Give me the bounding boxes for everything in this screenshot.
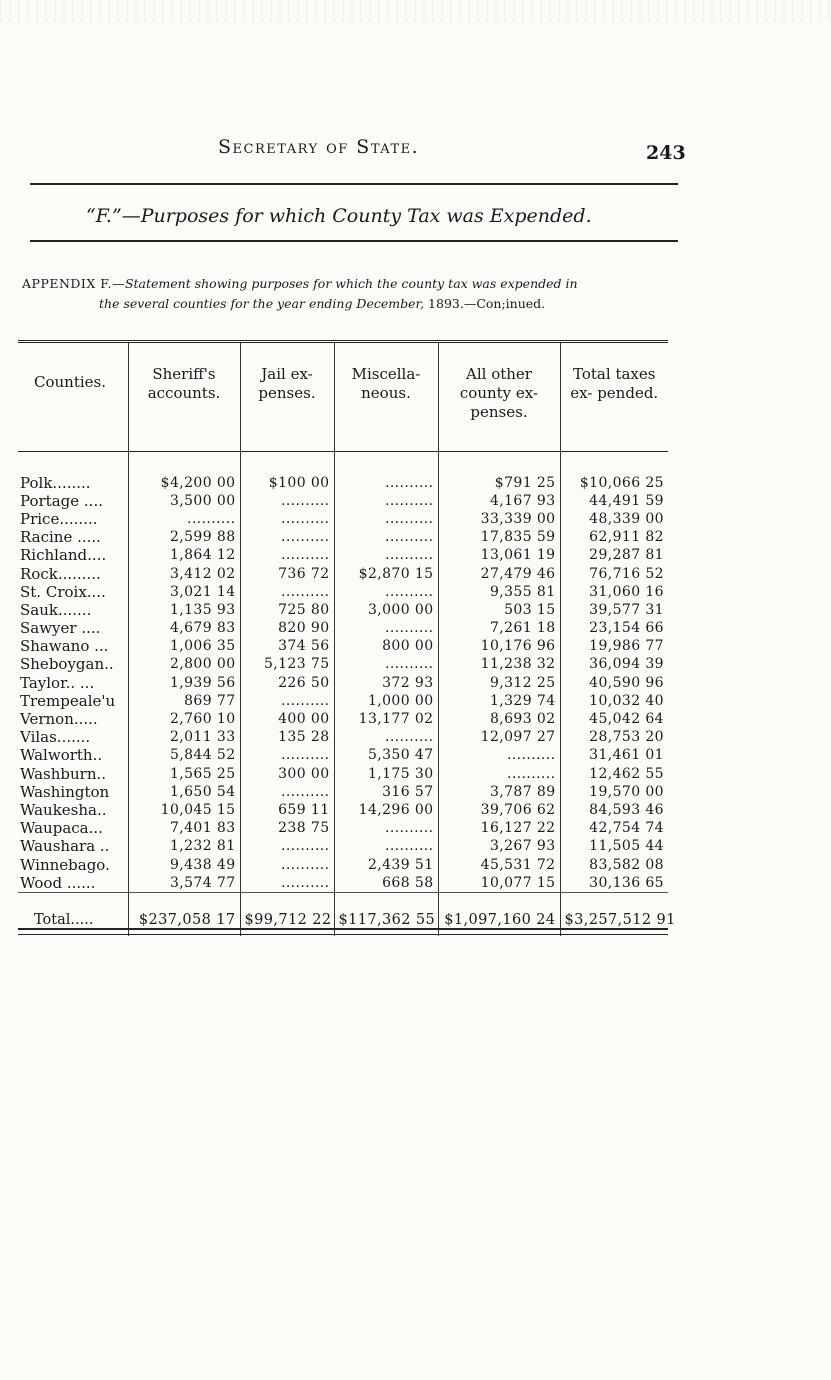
cell-miscellaneous: .......... xyxy=(334,656,438,674)
table-row xyxy=(18,565,668,583)
cell-all-other-expenses: 1,329 74 xyxy=(438,692,560,710)
total-all-other-expenses: $1,097,160 24 xyxy=(438,893,560,936)
cell-all-other-expenses: 33,339 00 xyxy=(438,510,560,528)
cell-county: Waukesha.. xyxy=(20,800,107,819)
header-total-expended: Total taxes ex- pended. xyxy=(560,342,668,452)
cell-sheriffs-accounts: 3,500 00 xyxy=(128,492,240,510)
cell-miscellaneous: .......... xyxy=(334,820,438,838)
cell-total-expended: 42,754 74 xyxy=(560,820,668,838)
table-row xyxy=(18,856,668,874)
cell-total-expended: 83,582 08 xyxy=(560,856,668,874)
table-row xyxy=(18,729,668,747)
cell-total-expended: 62,911 82 xyxy=(560,529,668,547)
cell-jail-expenses: 400 00 xyxy=(240,710,334,728)
cell-all-other-expenses: 9,355 81 xyxy=(438,583,560,601)
cell-all-other-expenses: 13,061 19 xyxy=(438,547,560,565)
cell-county: Vernon..... xyxy=(20,710,98,729)
cell-county: Portage .... xyxy=(20,491,103,510)
cell-county: Racine ..... xyxy=(20,528,101,547)
cell-jail-expenses: .......... xyxy=(240,747,334,765)
cell-miscellaneous: 668 58 xyxy=(334,874,438,893)
cell-all-other-expenses: 3,267 93 xyxy=(438,838,560,856)
cell-total-expended: 36,094 39 xyxy=(560,656,668,674)
cell-sheriffs-accounts: 3,574 77 xyxy=(128,874,240,893)
cell-total-expended: 12,462 55 xyxy=(560,765,668,783)
cell-all-other-expenses: 10,077 15 xyxy=(438,874,560,893)
cell-miscellaneous: .......... xyxy=(334,838,438,856)
cell-miscellaneous: .......... xyxy=(334,583,438,601)
cell-miscellaneous: 1,175 30 xyxy=(334,765,438,783)
cell-jail-expenses: .......... xyxy=(240,783,334,801)
table-row xyxy=(18,783,668,801)
cell-miscellaneous: .......... xyxy=(334,547,438,565)
cell-all-other-expenses: .......... xyxy=(438,747,560,765)
cell-total-expended: $10,066 25 xyxy=(560,452,668,493)
table-row xyxy=(18,656,668,674)
cell-sheriffs-accounts: 869 77 xyxy=(128,692,240,710)
cell-all-other-expenses: 27,479 46 xyxy=(438,565,560,583)
cell-sheriffs-accounts: 1,864 12 xyxy=(128,547,240,565)
cell-jail-expenses: 238 75 xyxy=(240,820,334,838)
cell-miscellaneous: 5,350 47 xyxy=(334,747,438,765)
cell-all-other-expenses: 12,097 27 xyxy=(438,729,560,747)
cell-jail-expenses: .......... xyxy=(240,529,334,547)
table-body xyxy=(18,452,676,936)
cell-jail-expenses: 135 28 xyxy=(240,729,334,747)
cell-all-other-expenses: 39,706 62 xyxy=(438,801,560,819)
cell-jail-expenses: .......... xyxy=(240,838,334,856)
top-rule xyxy=(30,183,678,185)
cell-total-expended: 84,593 46 xyxy=(560,801,668,819)
cell-all-other-expenses: 16,127 22 xyxy=(438,820,560,838)
cell-total-expended: 11,505 44 xyxy=(560,838,668,856)
cell-sheriffs-accounts: 3,412 02 xyxy=(128,565,240,583)
page-speckle xyxy=(0,0,831,22)
cell-all-other-expenses: 503 15 xyxy=(438,601,560,619)
table-row xyxy=(18,529,668,547)
cell-sheriffs-accounts: .......... xyxy=(128,510,240,528)
cell-jail-expenses: .......... xyxy=(240,492,334,510)
table-row xyxy=(18,801,668,819)
cell-sheriffs-accounts: 2,800 00 xyxy=(128,656,240,674)
cell-sheriffs-accounts: 1,565 25 xyxy=(128,765,240,783)
cell-total-expended: 44,491 59 xyxy=(560,492,668,510)
cell-sheriffs-accounts: 1,006 35 xyxy=(128,638,240,656)
header-all-other-expenses: All other county ex- penses. xyxy=(438,342,560,452)
cell-all-other-expenses: 8,693 02 xyxy=(438,710,560,728)
caption-continued: .—Con;inued. xyxy=(459,296,546,311)
cell-county: Walworth.. xyxy=(20,746,103,765)
cell-sheriffs-accounts: 9,438 49 xyxy=(128,856,240,874)
total-total-expended: $3,257,512 91 xyxy=(560,893,668,936)
table-row xyxy=(18,620,668,638)
cell-sheriffs-accounts: 5,844 52 xyxy=(128,747,240,765)
header-sheriffs-accounts: Sheriff's accounts. xyxy=(128,342,240,452)
cell-sheriffs-accounts: 2,599 88 xyxy=(128,529,240,547)
heading-rule xyxy=(30,240,678,242)
cell-sheriffs-accounts: 1,232 81 xyxy=(128,838,240,856)
cell-jail-expenses: .......... xyxy=(240,510,334,528)
cell-miscellaneous: .......... xyxy=(334,729,438,747)
cell-all-other-expenses: $791 25 xyxy=(438,452,560,493)
cell-sheriffs-accounts: 7,401 83 xyxy=(128,820,240,838)
bottom-rule xyxy=(18,928,668,935)
cell-county: Sawyer .... xyxy=(20,619,101,638)
total-jail-expenses: $99,712 22 xyxy=(240,893,334,936)
cell-county: Washington xyxy=(20,782,110,801)
cell-all-other-expenses: 11,238 32 xyxy=(438,656,560,674)
cell-jail-expenses: 659 11 xyxy=(240,801,334,819)
cell-county: Waushara .. xyxy=(20,837,110,856)
running-head-title: Secretary of State. xyxy=(218,136,420,158)
cell-all-other-expenses: 10,176 96 xyxy=(438,638,560,656)
cell-all-other-expenses: 17,835 59 xyxy=(438,529,560,547)
table-row xyxy=(18,547,668,565)
cell-county: Wood ...... xyxy=(20,873,96,892)
cell-sheriffs-accounts: 1,135 93 xyxy=(128,601,240,619)
cell-total-expended: 23,154 66 xyxy=(560,620,668,638)
cell-miscellaneous: 800 00 xyxy=(334,638,438,656)
cell-total-expended: 45,042 64 xyxy=(560,710,668,728)
cell-jail-expenses: 374 56 xyxy=(240,638,334,656)
cell-all-other-expenses: 9,312 25 xyxy=(438,674,560,692)
cell-sheriffs-accounts: 1,939 56 xyxy=(128,674,240,692)
total-sheriffs-accounts: $237,058 17 xyxy=(128,893,240,936)
cell-all-other-expenses: .......... xyxy=(438,765,560,783)
cell-miscellaneous: 13,177 02 xyxy=(334,710,438,728)
header-jail-expenses: Jail ex- penses. xyxy=(240,342,334,452)
cell-jail-expenses: 5,123 75 xyxy=(240,656,334,674)
cell-county: Washburn.. xyxy=(20,764,107,783)
cell-jail-expenses: .......... xyxy=(240,692,334,710)
cell-all-other-expenses: 45,531 72 xyxy=(438,856,560,874)
cell-county: Trempeale'u xyxy=(20,691,116,710)
cell-sheriffs-accounts: 4,679 83 xyxy=(128,620,240,638)
table-row xyxy=(18,601,668,619)
cell-county: Shawano ... xyxy=(20,637,109,656)
cell-county: Price........ xyxy=(20,509,98,528)
cell-jail-expenses: .......... xyxy=(240,874,334,893)
cell-sheriffs-accounts: 3,021 14 xyxy=(128,583,240,601)
cell-sheriffs-accounts: 2,011 33 xyxy=(128,729,240,747)
cell-total-expended: 31,461 01 xyxy=(560,747,668,765)
header-counties: Counties. xyxy=(34,373,106,391)
cell-total-expended: 31,060 16 xyxy=(560,583,668,601)
cell-miscellaneous: 316 57 xyxy=(334,783,438,801)
cell-all-other-expenses: 3,787 89 xyxy=(438,783,560,801)
cell-jail-expenses: .......... xyxy=(240,583,334,601)
table-row xyxy=(18,510,668,528)
table-row xyxy=(18,674,668,692)
total-miscellaneous: $117,362 55 xyxy=(334,893,438,936)
cell-county: Waupaca... xyxy=(20,819,103,838)
cell-county: Winnebago. xyxy=(20,855,110,874)
cell-county: Polk........ xyxy=(20,473,91,492)
cell-jail-expenses: 300 00 xyxy=(240,765,334,783)
cell-jail-expenses: 820 90 xyxy=(240,620,334,638)
cell-total-expended: 19,986 77 xyxy=(560,638,668,656)
cell-total-expended: 48,339 00 xyxy=(560,510,668,528)
cell-jail-expenses: 725 80 xyxy=(240,601,334,619)
cell-county: Rock......... xyxy=(20,564,101,583)
cell-miscellaneous: 14,296 00 xyxy=(334,801,438,819)
cell-jail-expenses: .......... xyxy=(240,547,334,565)
table-row xyxy=(18,492,668,510)
cell-jail-expenses: 736 72 xyxy=(240,565,334,583)
header-miscellaneous: Miscella- neous. xyxy=(334,342,438,452)
cell-miscellaneous: .......... xyxy=(334,510,438,528)
table-row xyxy=(18,874,668,893)
cell-county: Vilas....... xyxy=(20,728,91,747)
table-row xyxy=(18,583,668,601)
caption-label: APPENDIX F.— xyxy=(22,276,125,291)
caption-text-line1: Statement showing purposes for which the county tax was expended in xyxy=(124,276,578,291)
table-row xyxy=(18,452,668,493)
cell-jail-expenses: $100 00 xyxy=(240,452,334,493)
cell-jail-expenses: 226 50 xyxy=(240,674,334,692)
cell-total-expended: 10,032 40 xyxy=(560,692,668,710)
table-row xyxy=(18,710,668,728)
cell-miscellaneous: 372 93 xyxy=(334,674,438,692)
cell-miscellaneous: 1,000 00 xyxy=(334,692,438,710)
cell-sheriffs-accounts: 1,650 54 xyxy=(128,783,240,801)
table-row xyxy=(18,638,668,656)
cell-miscellaneous: 3,000 00 xyxy=(334,601,438,619)
cell-total-expended: 29,287 81 xyxy=(560,547,668,565)
cell-total-expended: 76,716 52 xyxy=(560,565,668,583)
total-county: Total..... xyxy=(18,893,128,936)
table-header-row xyxy=(18,342,668,452)
cell-sheriffs-accounts: 10,045 15 xyxy=(128,801,240,819)
table-row xyxy=(18,747,668,765)
cell-jail-expenses: .......... xyxy=(240,856,334,874)
section-heading: “F.”—Purposes for which County Tax was Expended. xyxy=(86,205,592,227)
cell-county: Sauk....... xyxy=(20,600,92,619)
table-row xyxy=(18,692,668,710)
cell-sheriffs-accounts: $4,200 00 xyxy=(128,452,240,493)
cell-total-expended: 28,753 20 xyxy=(560,729,668,747)
cell-county: Sheboygan.. xyxy=(20,655,114,674)
table-row xyxy=(18,765,668,783)
cell-miscellaneous: 2,439 51 xyxy=(334,856,438,874)
cell-total-expended: 19,570 00 xyxy=(560,783,668,801)
cell-all-other-expenses: 7,261 18 xyxy=(438,620,560,638)
cell-county: St. Croix.... xyxy=(20,582,106,601)
cell-miscellaneous: .......... xyxy=(334,492,438,510)
cell-sheriffs-accounts: 2,760 10 xyxy=(128,710,240,728)
cell-total-expended: 40,590 96 xyxy=(560,674,668,692)
table-row xyxy=(18,820,668,838)
cell-miscellaneous: $2,870 15 xyxy=(334,565,438,583)
caption-year: 1893 xyxy=(428,296,460,311)
cell-total-expended: 30,136 65 xyxy=(560,874,668,893)
caption-text-line2: the several counties for the year ending December, xyxy=(99,296,429,311)
cell-county: Taylor.. ... xyxy=(20,673,95,692)
cell-county: Richland.... xyxy=(20,546,107,565)
cell-miscellaneous: .......... xyxy=(334,620,438,638)
cell-miscellaneous: .......... xyxy=(334,452,438,493)
cell-total-expended: 39,577 31 xyxy=(560,601,668,619)
cell-all-other-expenses: 4,167 93 xyxy=(438,492,560,510)
table-row xyxy=(18,838,668,856)
county-tax-table xyxy=(18,340,676,936)
page-number: 243 xyxy=(646,142,686,164)
table-caption xyxy=(22,274,682,314)
cell-miscellaneous: .......... xyxy=(334,529,438,547)
